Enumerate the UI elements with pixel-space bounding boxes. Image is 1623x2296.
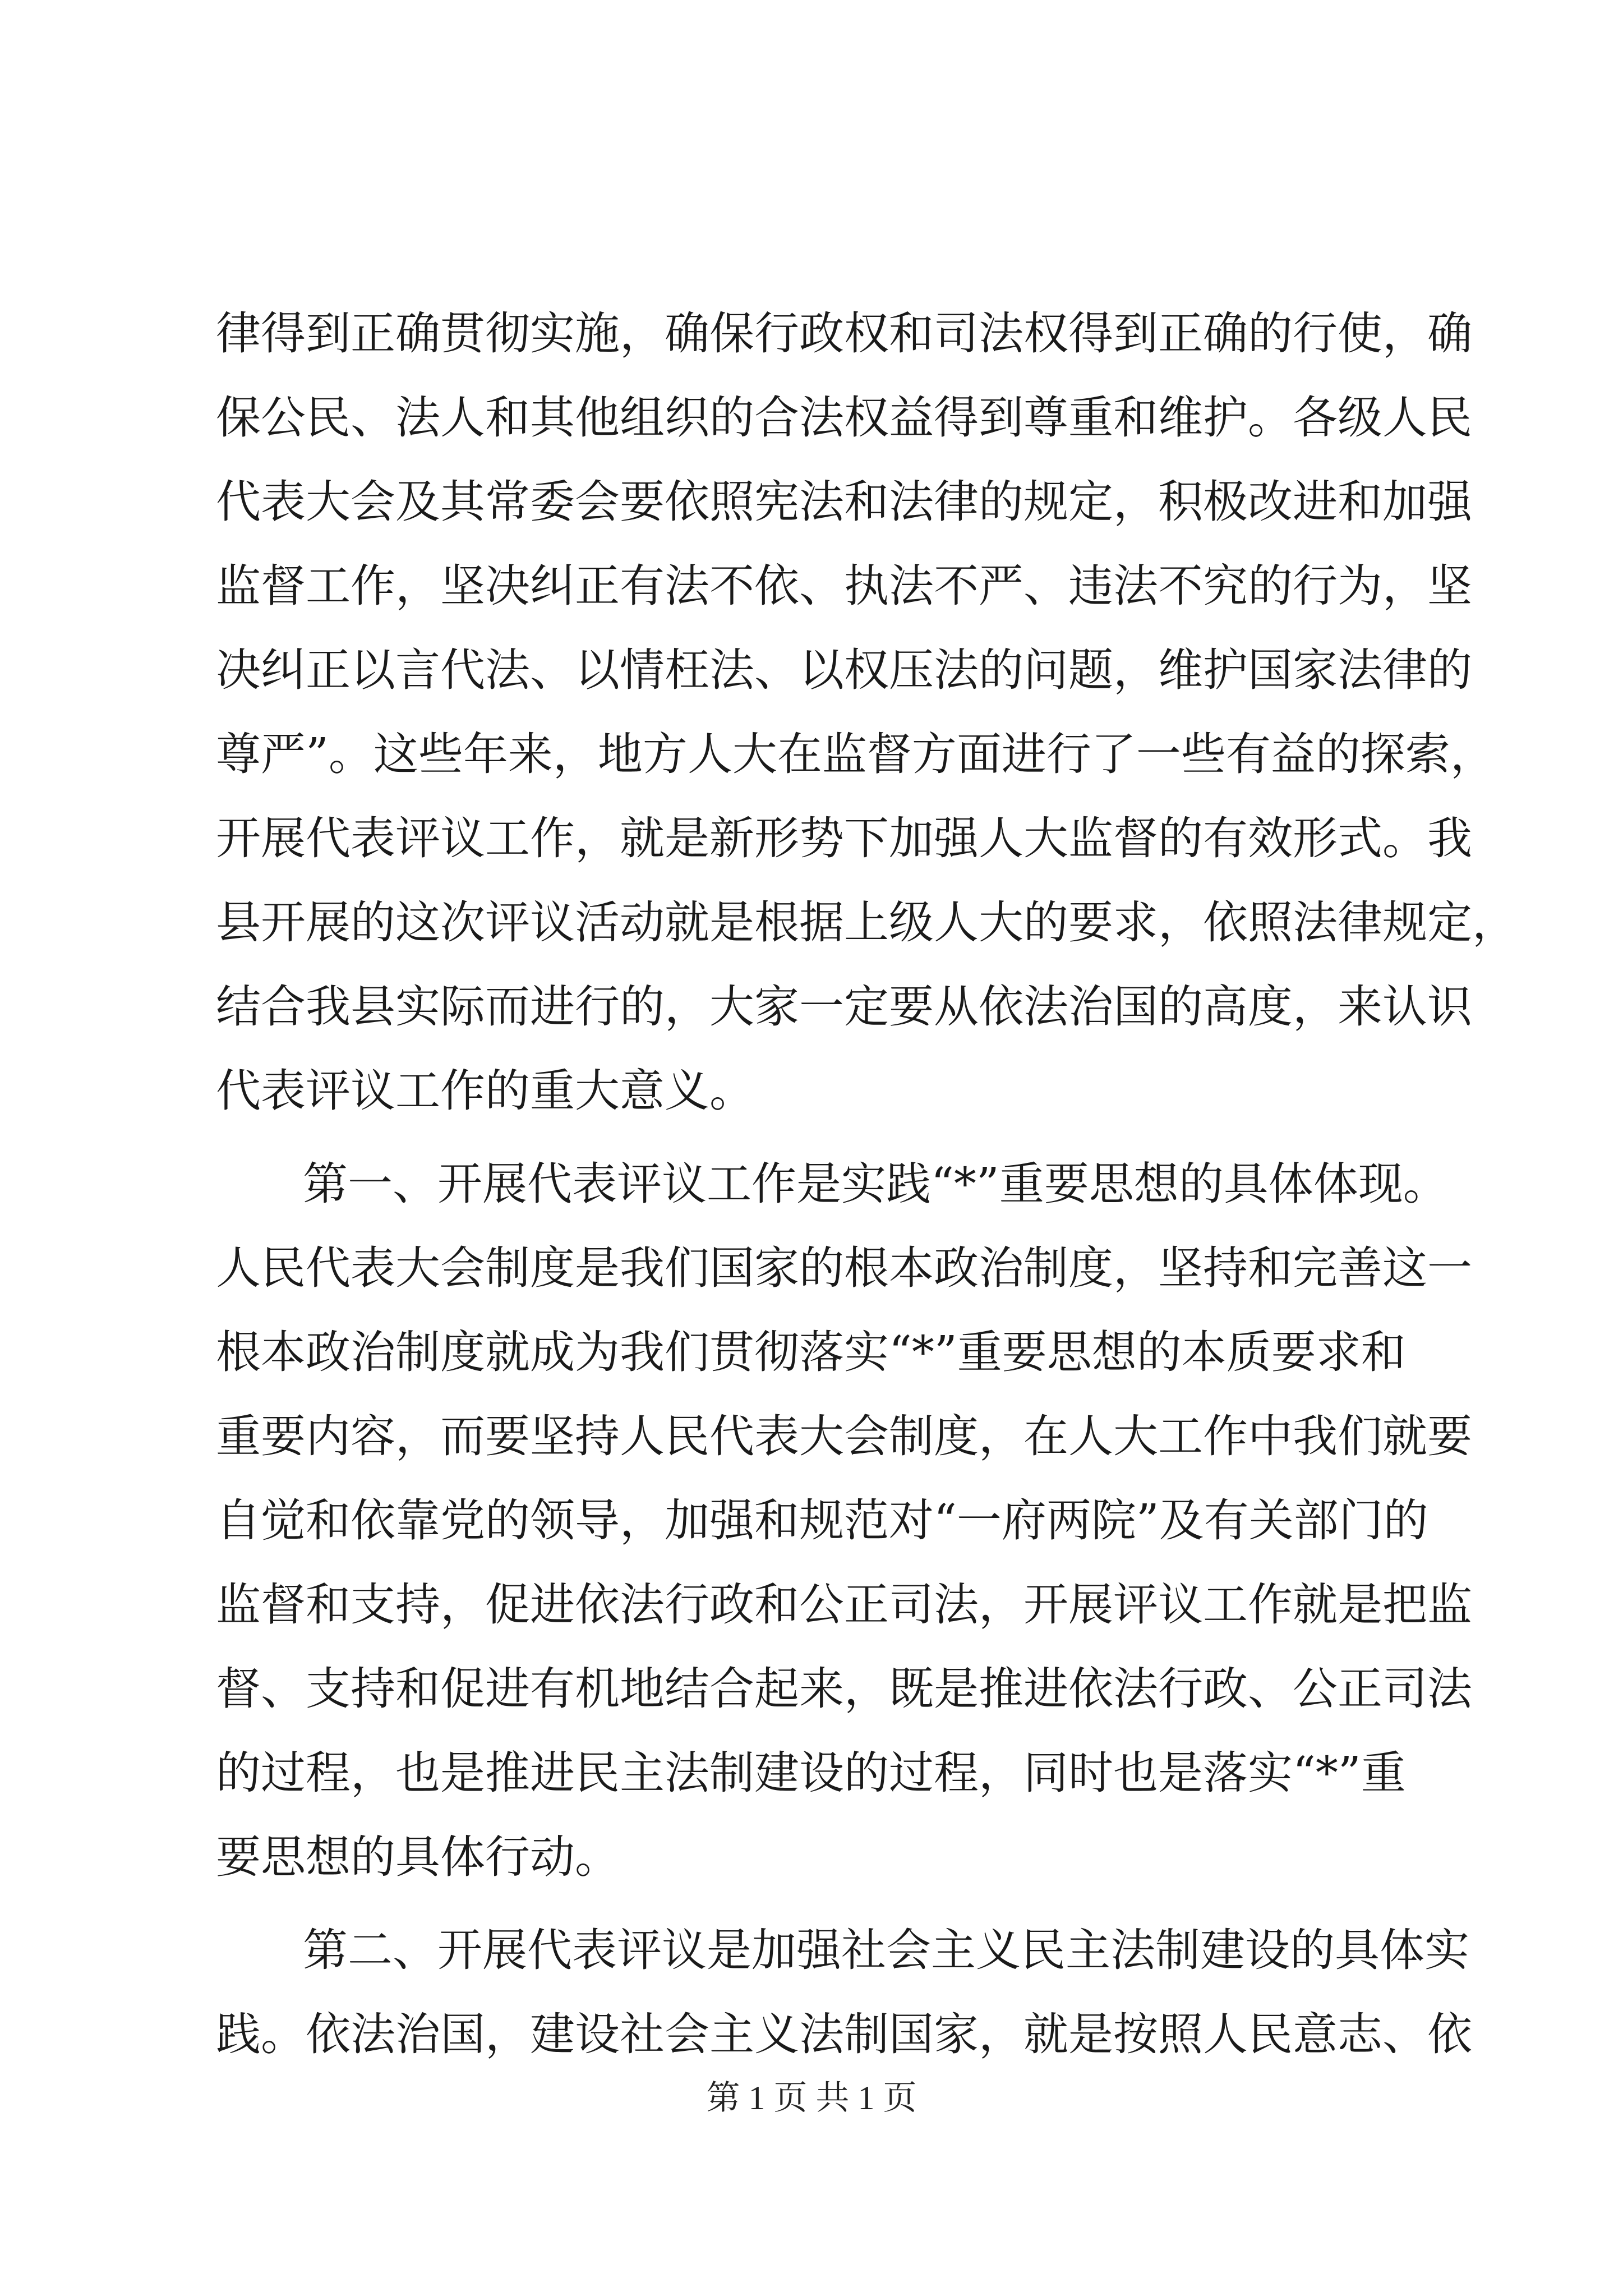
paragraph-2 — [216, 1142, 1472, 1899]
text-line: 根本政治制度就成为我们贯彻落实“*”重要思想的本质要求和 — [216, 1326, 1406, 1378]
text-line: 人民代表大会制度是我们国家的根本政治制度，坚持和完善这一 — [216, 1242, 1472, 1294]
text-line: 代表大会及其常委会要依照宪法和法律的规定，积极改进和加强 — [216, 476, 1472, 528]
paragraph-spacer — [216, 1133, 1416, 1142]
document-body — [216, 292, 1517, 2077]
text-line: 县开展的这次评议活动就是根据上级人大的要求，依照法律规定， — [216, 896, 1517, 949]
text-line: 自觉和依靠党的领导，加强和规范对“一府两院”及有关部门的 — [216, 1494, 1428, 1547]
page-footer: 第 1 页 共 1 页 — [706, 2079, 917, 2116]
paragraph-3 — [216, 1908, 1472, 2077]
text-line: 践。依法治国，建设社会主义法制国家，就是按照人民意志、依 — [216, 2008, 1472, 2060]
text-line: 保公民、法人和其他组织的合法权益得到尊重和维护。各级人民 — [216, 392, 1472, 444]
text-line: 督、支持和促进有机地结合起来，既是推进依法行政、公正司法 — [216, 1663, 1472, 1715]
text-line: 结合我县实际而进行的，大家一定要从依法治国的高度，来认识 — [216, 981, 1472, 1033]
text-line: 开展代表评议工作，就是新形势下加强人大监督的有效形式。我 — [216, 812, 1472, 864]
text-line: 监督和支持，促进依法行政和公正司法，开展评议工作就是把监 — [216, 1579, 1472, 1631]
text-line: 第二、开展代表评议是加强社会主义民主法制建设的具体实 — [303, 1924, 1469, 1976]
text-line: 律得到正确贯彻实施，确保行政权和司法权得到正确的行使，确 — [216, 307, 1472, 360]
text-line: 重要内容，而要坚持人民代表大会制度，在人大工作中我们就要 — [216, 1410, 1472, 1462]
text-line: 决纠正以言代法、以情枉法、以权压法的问题，维护国家法律的 — [216, 644, 1472, 696]
text-line: 尊严”。这些年来，地方人大在监督方面进行了一些有益的探索， — [216, 728, 1495, 780]
paragraph-1 — [216, 292, 1517, 1133]
text-line: 第一、开展代表评议工作是实践“*”重要思想的具体体现。 — [303, 1158, 1448, 1210]
text-line: 监督工作，坚决纠正有法不依、执法不严、违法不究的行为，坚 — [216, 560, 1472, 612]
paragraph-spacer — [216, 1899, 1416, 1908]
text-line: 要思想的具体行动。 — [216, 1831, 620, 1883]
text-line: 的过程，也是推进民主法制建设的过程，同时也是落实“*”重 — [216, 1747, 1406, 1799]
text-line: 代表评议工作的重大意义。 — [216, 1065, 754, 1117]
